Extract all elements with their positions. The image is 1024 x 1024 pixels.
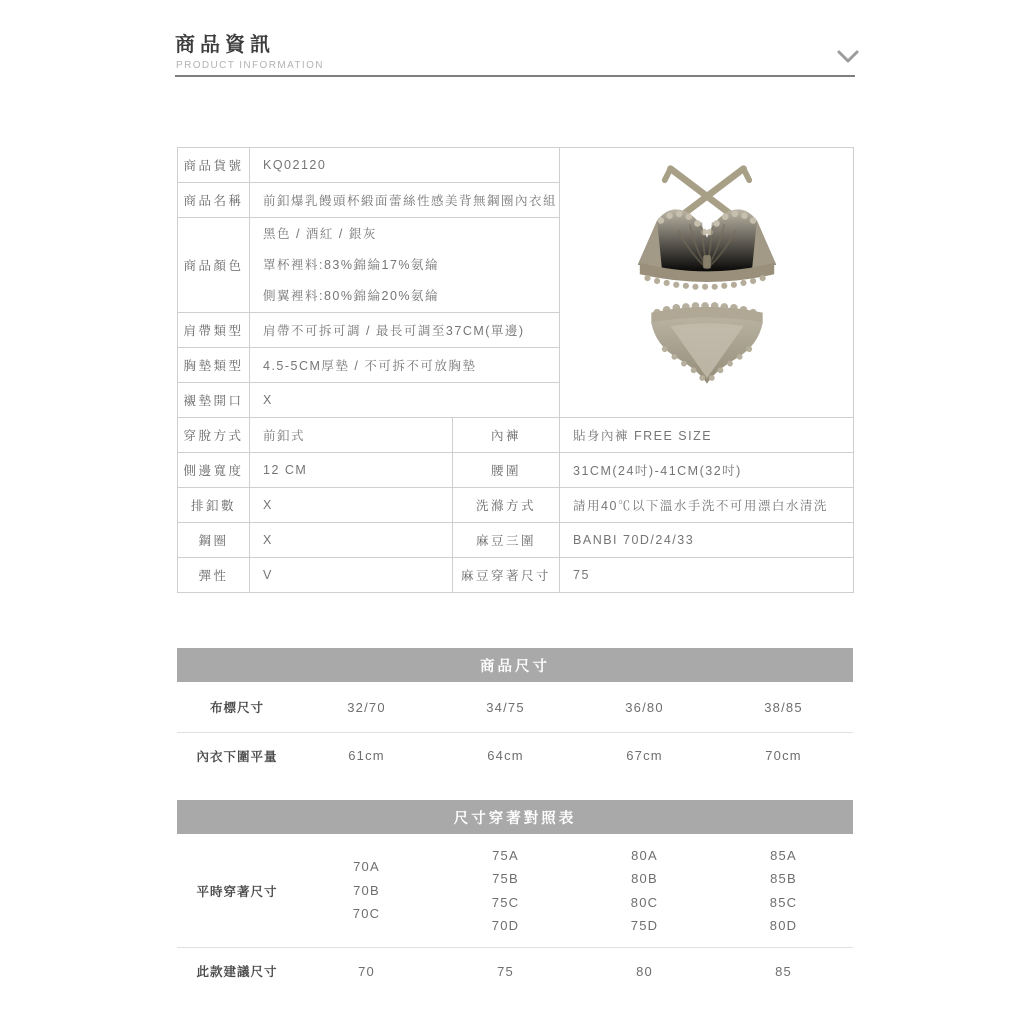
spec-label: 側邊寬度 [178, 453, 250, 488]
size-option: 70C [352, 906, 381, 922]
page-title: 商品資訊 [175, 34, 275, 56]
size-option: 70B [353, 882, 380, 898]
size-table-row-label-size [177, 682, 853, 732]
chevron-down-icon[interactable] [836, 48, 860, 66]
suggest-size: 85 [775, 963, 792, 979]
suggest-size: 80 [636, 963, 653, 979]
size-cell: 38/85 [764, 699, 803, 715]
spec-value: 4.5-5CM厚墊 / 不可拆不可放胸墊 [250, 348, 560, 383]
size-option: 75A [492, 847, 519, 863]
size-chart-column [297, 834, 436, 947]
spec-label: 襯墊開口 [178, 383, 250, 418]
spec-label: 肩帶類型 [178, 313, 250, 348]
spec-label: 胸墊類型 [178, 348, 250, 383]
header-divider [175, 75, 855, 77]
table-row [178, 418, 854, 453]
bra-and-panty-set-image [601, 161, 813, 401]
size-cell: 64cm [487, 748, 524, 763]
spec-value: 前釦爆乳饅頭杯緞面蕾絲性感美背無鋼圈內衣組 [250, 183, 560, 218]
spec-label: 麻豆穿著尺寸 [453, 558, 560, 593]
spec-label: 腰圍 [453, 453, 560, 488]
color-line: 側翼裡料:80%錦綸20%氨綸 [263, 288, 440, 303]
suggest-size: 75 [497, 963, 514, 979]
spec-value: 肩帶不可拆可調 / 最長可調至37CM(單邊) [250, 313, 560, 348]
size-row-label: 布標尺寸 [209, 701, 264, 715]
size-chart-column [714, 834, 853, 947]
size-option: 75B [492, 871, 519, 886]
spec-value: 請用40℃以下溫水手洗不可用漂白水清洗 [560, 488, 854, 523]
size-option: 85C [769, 894, 798, 910]
spec-value: V [250, 558, 453, 593]
table-row [178, 148, 854, 183]
spec-label: 內褲 [453, 418, 560, 453]
spec-label: 洗滌方式 [453, 488, 560, 523]
size-chart-column [436, 834, 575, 947]
size-chart-suggest-row [177, 948, 853, 994]
size-option: 75D [630, 918, 659, 933]
spec-label: 彈性 [178, 558, 250, 593]
spec-table [177, 147, 854, 593]
size-cell: 34/75 [486, 699, 525, 715]
table-row [178, 488, 854, 523]
size-chart-row-label: 平時穿著尺寸 [196, 884, 278, 899]
size-cell: 32/70 [347, 699, 386, 715]
size-option: 85A [770, 847, 797, 863]
spec-label: 商品顏色 [178, 218, 250, 313]
size-option: 70D [491, 918, 520, 933]
size-cell: 36/80 [625, 699, 664, 715]
spec-value: X [250, 488, 453, 523]
size-chart-column [575, 834, 714, 947]
spec-label: 排釦數 [178, 488, 250, 523]
color-line: 罩杯裡料:83%錦綸17%氨綸 [263, 257, 440, 272]
spec-value: 前釦式 [250, 418, 453, 453]
spec-value-color [250, 218, 560, 313]
size-table-row-underband [177, 733, 853, 778]
spec-label: 商品名稱 [178, 183, 250, 218]
table-row [178, 523, 854, 558]
size-option: 85B [770, 871, 797, 886]
size-option: 80A [631, 847, 658, 863]
spec-value: X [250, 523, 453, 558]
suggest-size: 70 [358, 963, 375, 979]
color-line: 黑色 / 酒紅 / 銀灰 [263, 226, 377, 241]
size-cell: 61cm [348, 748, 385, 763]
spec-value: BANBI 70D/24/33 [560, 523, 854, 558]
size-chart-usual-row [177, 834, 853, 947]
size-option: 80D [769, 918, 798, 933]
table-row [178, 558, 854, 593]
spec-value: KQ02120 [250, 148, 560, 183]
size-option: 75C [491, 894, 520, 910]
spec-value: 31CM(24吋)-41CM(32吋) [560, 453, 854, 488]
size-chart-header: 尺寸穿著對照表 [177, 800, 853, 834]
size-row-label: 內衣下圍平量 [196, 749, 278, 764]
size-chart-row-label: 此款建議尺寸 [196, 965, 278, 979]
table-row [178, 453, 854, 488]
spec-value: 75 [560, 558, 854, 593]
size-option: 80B [631, 871, 658, 886]
panty-illustration [651, 302, 762, 384]
product-photo-cell [560, 148, 854, 418]
spec-label: 麻豆三圍 [453, 523, 560, 558]
bra-illustration [637, 209, 775, 289]
size-table-header: 商品尺寸 [177, 648, 853, 682]
spec-value: 貼身內褲 FREE SIZE [560, 418, 854, 453]
size-option: 80C [630, 894, 659, 910]
size-cell: 67cm [626, 748, 663, 763]
spec-label: 商品貨號 [178, 148, 250, 183]
spec-label: 穿脫方式 [178, 418, 250, 453]
spec-label: 鋼圈 [178, 523, 250, 558]
spec-value: X [250, 383, 560, 418]
page-subtitle: PRODUCT INFORMATION [176, 60, 324, 71]
size-cell: 70cm [765, 748, 802, 763]
spec-value: 12 CM [250, 453, 453, 488]
size-option: 70A [353, 859, 380, 875]
